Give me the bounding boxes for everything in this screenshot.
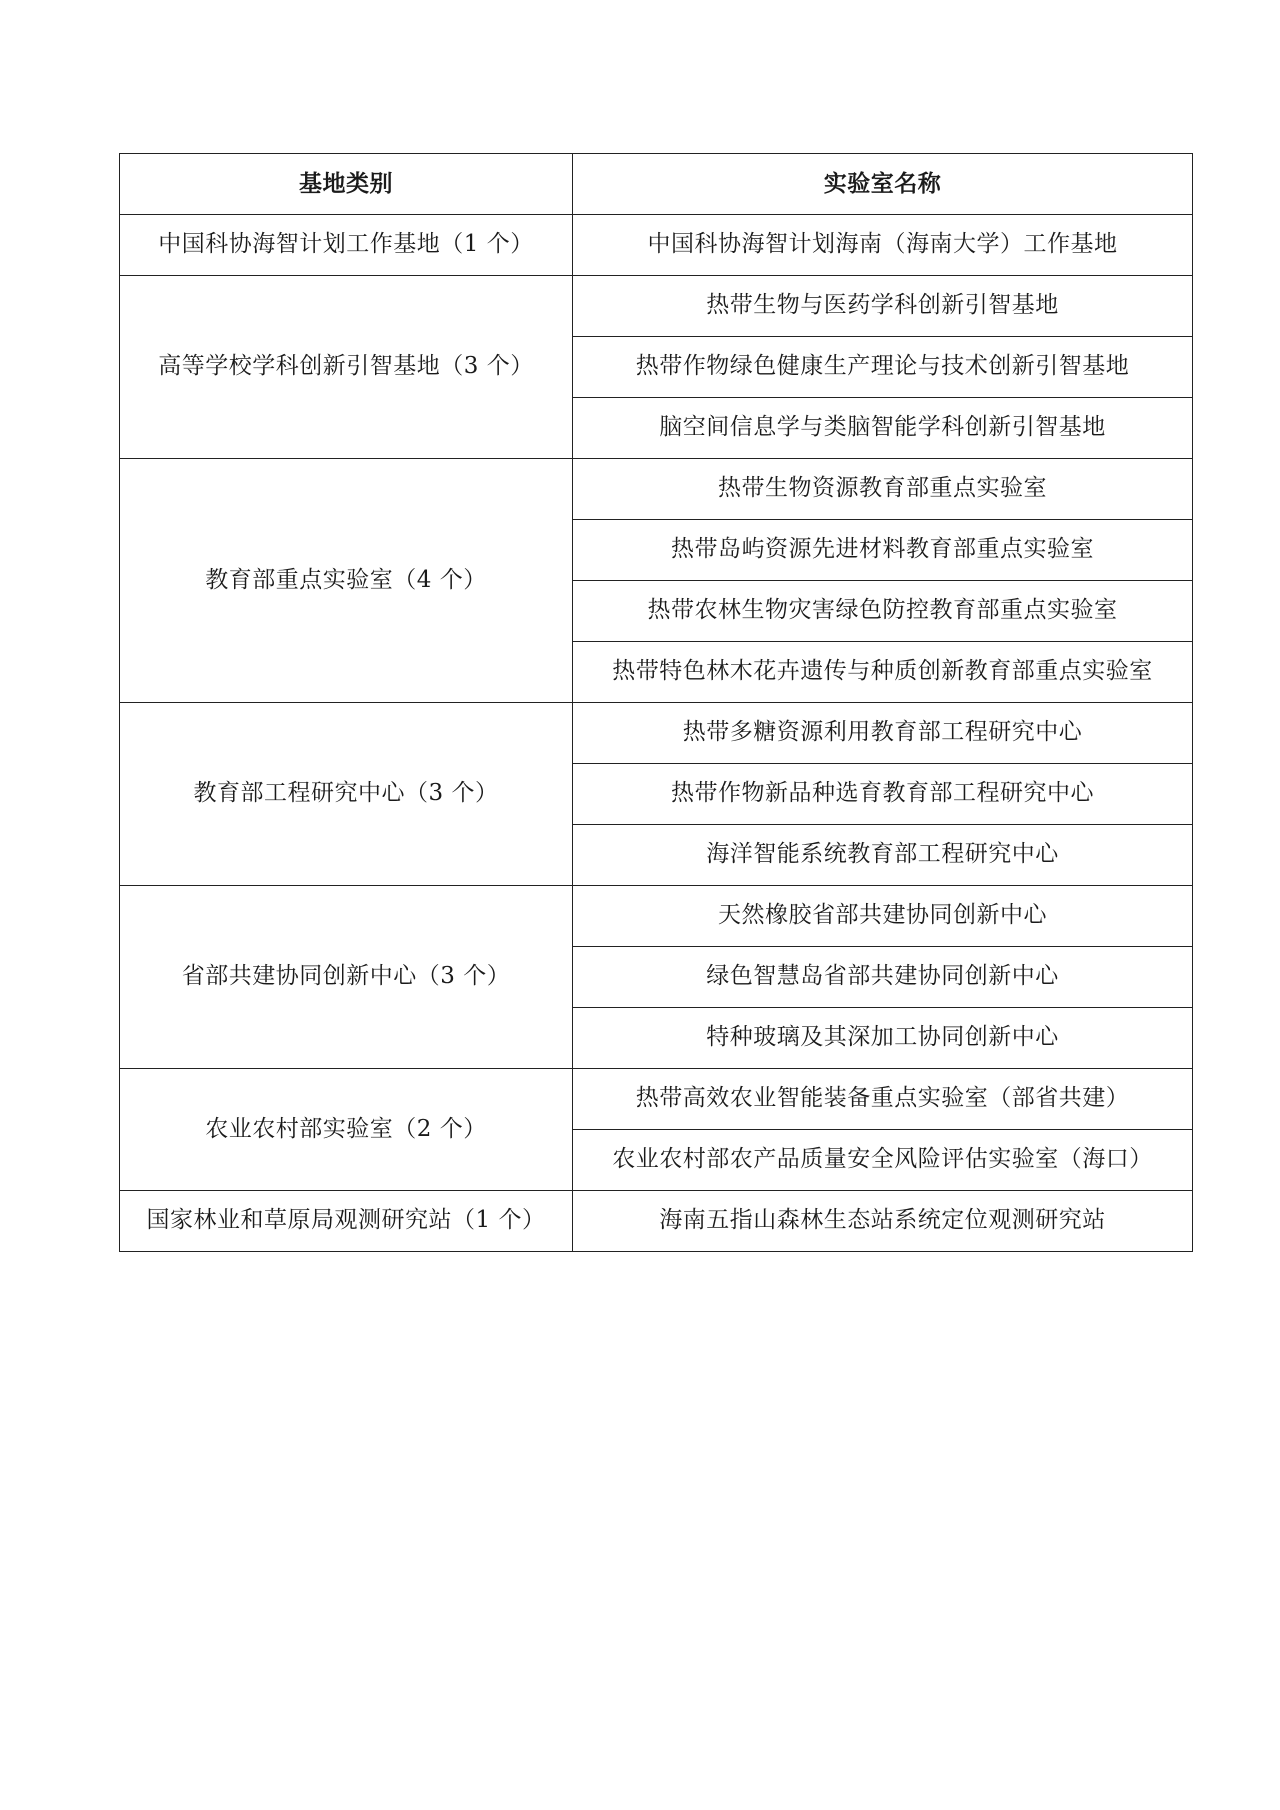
table-row	[120, 276, 1193, 337]
lab-name-cell: 农业农村部农产品质量安全风险评估实验室（海口）	[573, 1130, 1193, 1191]
document-page	[119, 153, 1192, 1252]
table-header-row	[120, 154, 1193, 215]
laboratory-table	[119, 153, 1193, 1252]
column-header-lab-name: 实验室名称	[573, 154, 1193, 215]
lab-name-cell: 海洋智能系统教育部工程研究中心	[573, 825, 1193, 886]
category-cell: 农业农村部实验室（2 个）	[120, 1069, 573, 1191]
category-cell: 教育部工程研究中心（3 个）	[120, 703, 573, 886]
category-cell: 教育部重点实验室（4 个）	[120, 459, 573, 703]
table-row	[120, 215, 1193, 276]
category-cell: 省部共建协同创新中心（3 个）	[120, 886, 573, 1069]
table-row	[120, 703, 1193, 764]
lab-name-cell: 中国科协海智计划海南（海南大学）工作基地	[573, 215, 1193, 276]
lab-name-cell: 热带高效农业智能装备重点实验室（部省共建）	[573, 1069, 1193, 1130]
lab-name-cell: 热带农林生物灾害绿色防控教育部重点实验室	[573, 581, 1193, 642]
category-cell: 国家林业和草原局观测研究站（1 个）	[120, 1191, 573, 1252]
lab-name-cell: 热带多糖资源利用教育部工程研究中心	[573, 703, 1193, 764]
lab-name-cell: 热带特色林木花卉遗传与种质创新教育部重点实验室	[573, 642, 1193, 703]
table-row	[120, 1191, 1193, 1252]
lab-name-cell: 热带作物绿色健康生产理论与技术创新引智基地	[573, 337, 1193, 398]
lab-name-cell: 特种玻璃及其深加工协同创新中心	[573, 1008, 1193, 1069]
lab-name-cell: 绿色智慧岛省部共建协同创新中心	[573, 947, 1193, 1008]
lab-name-cell: 热带生物与医药学科创新引智基地	[573, 276, 1193, 337]
table-row	[120, 1069, 1193, 1130]
table-row	[120, 459, 1193, 520]
table-row	[120, 886, 1193, 947]
lab-name-cell: 海南五指山森林生态站系统定位观测研究站	[573, 1191, 1193, 1252]
lab-name-cell: 天然橡胶省部共建协同创新中心	[573, 886, 1193, 947]
lab-name-cell: 脑空间信息学与类脑智能学科创新引智基地	[573, 398, 1193, 459]
lab-name-cell: 热带岛屿资源先进材料教育部重点实验室	[573, 520, 1193, 581]
lab-name-cell: 热带生物资源教育部重点实验室	[573, 459, 1193, 520]
category-cell: 高等学校学科创新引智基地（3 个）	[120, 276, 573, 459]
lab-name-cell: 热带作物新品种选育教育部工程研究中心	[573, 764, 1193, 825]
category-cell: 中国科协海智计划工作基地（1 个）	[120, 215, 573, 276]
column-header-category: 基地类别	[120, 154, 573, 215]
